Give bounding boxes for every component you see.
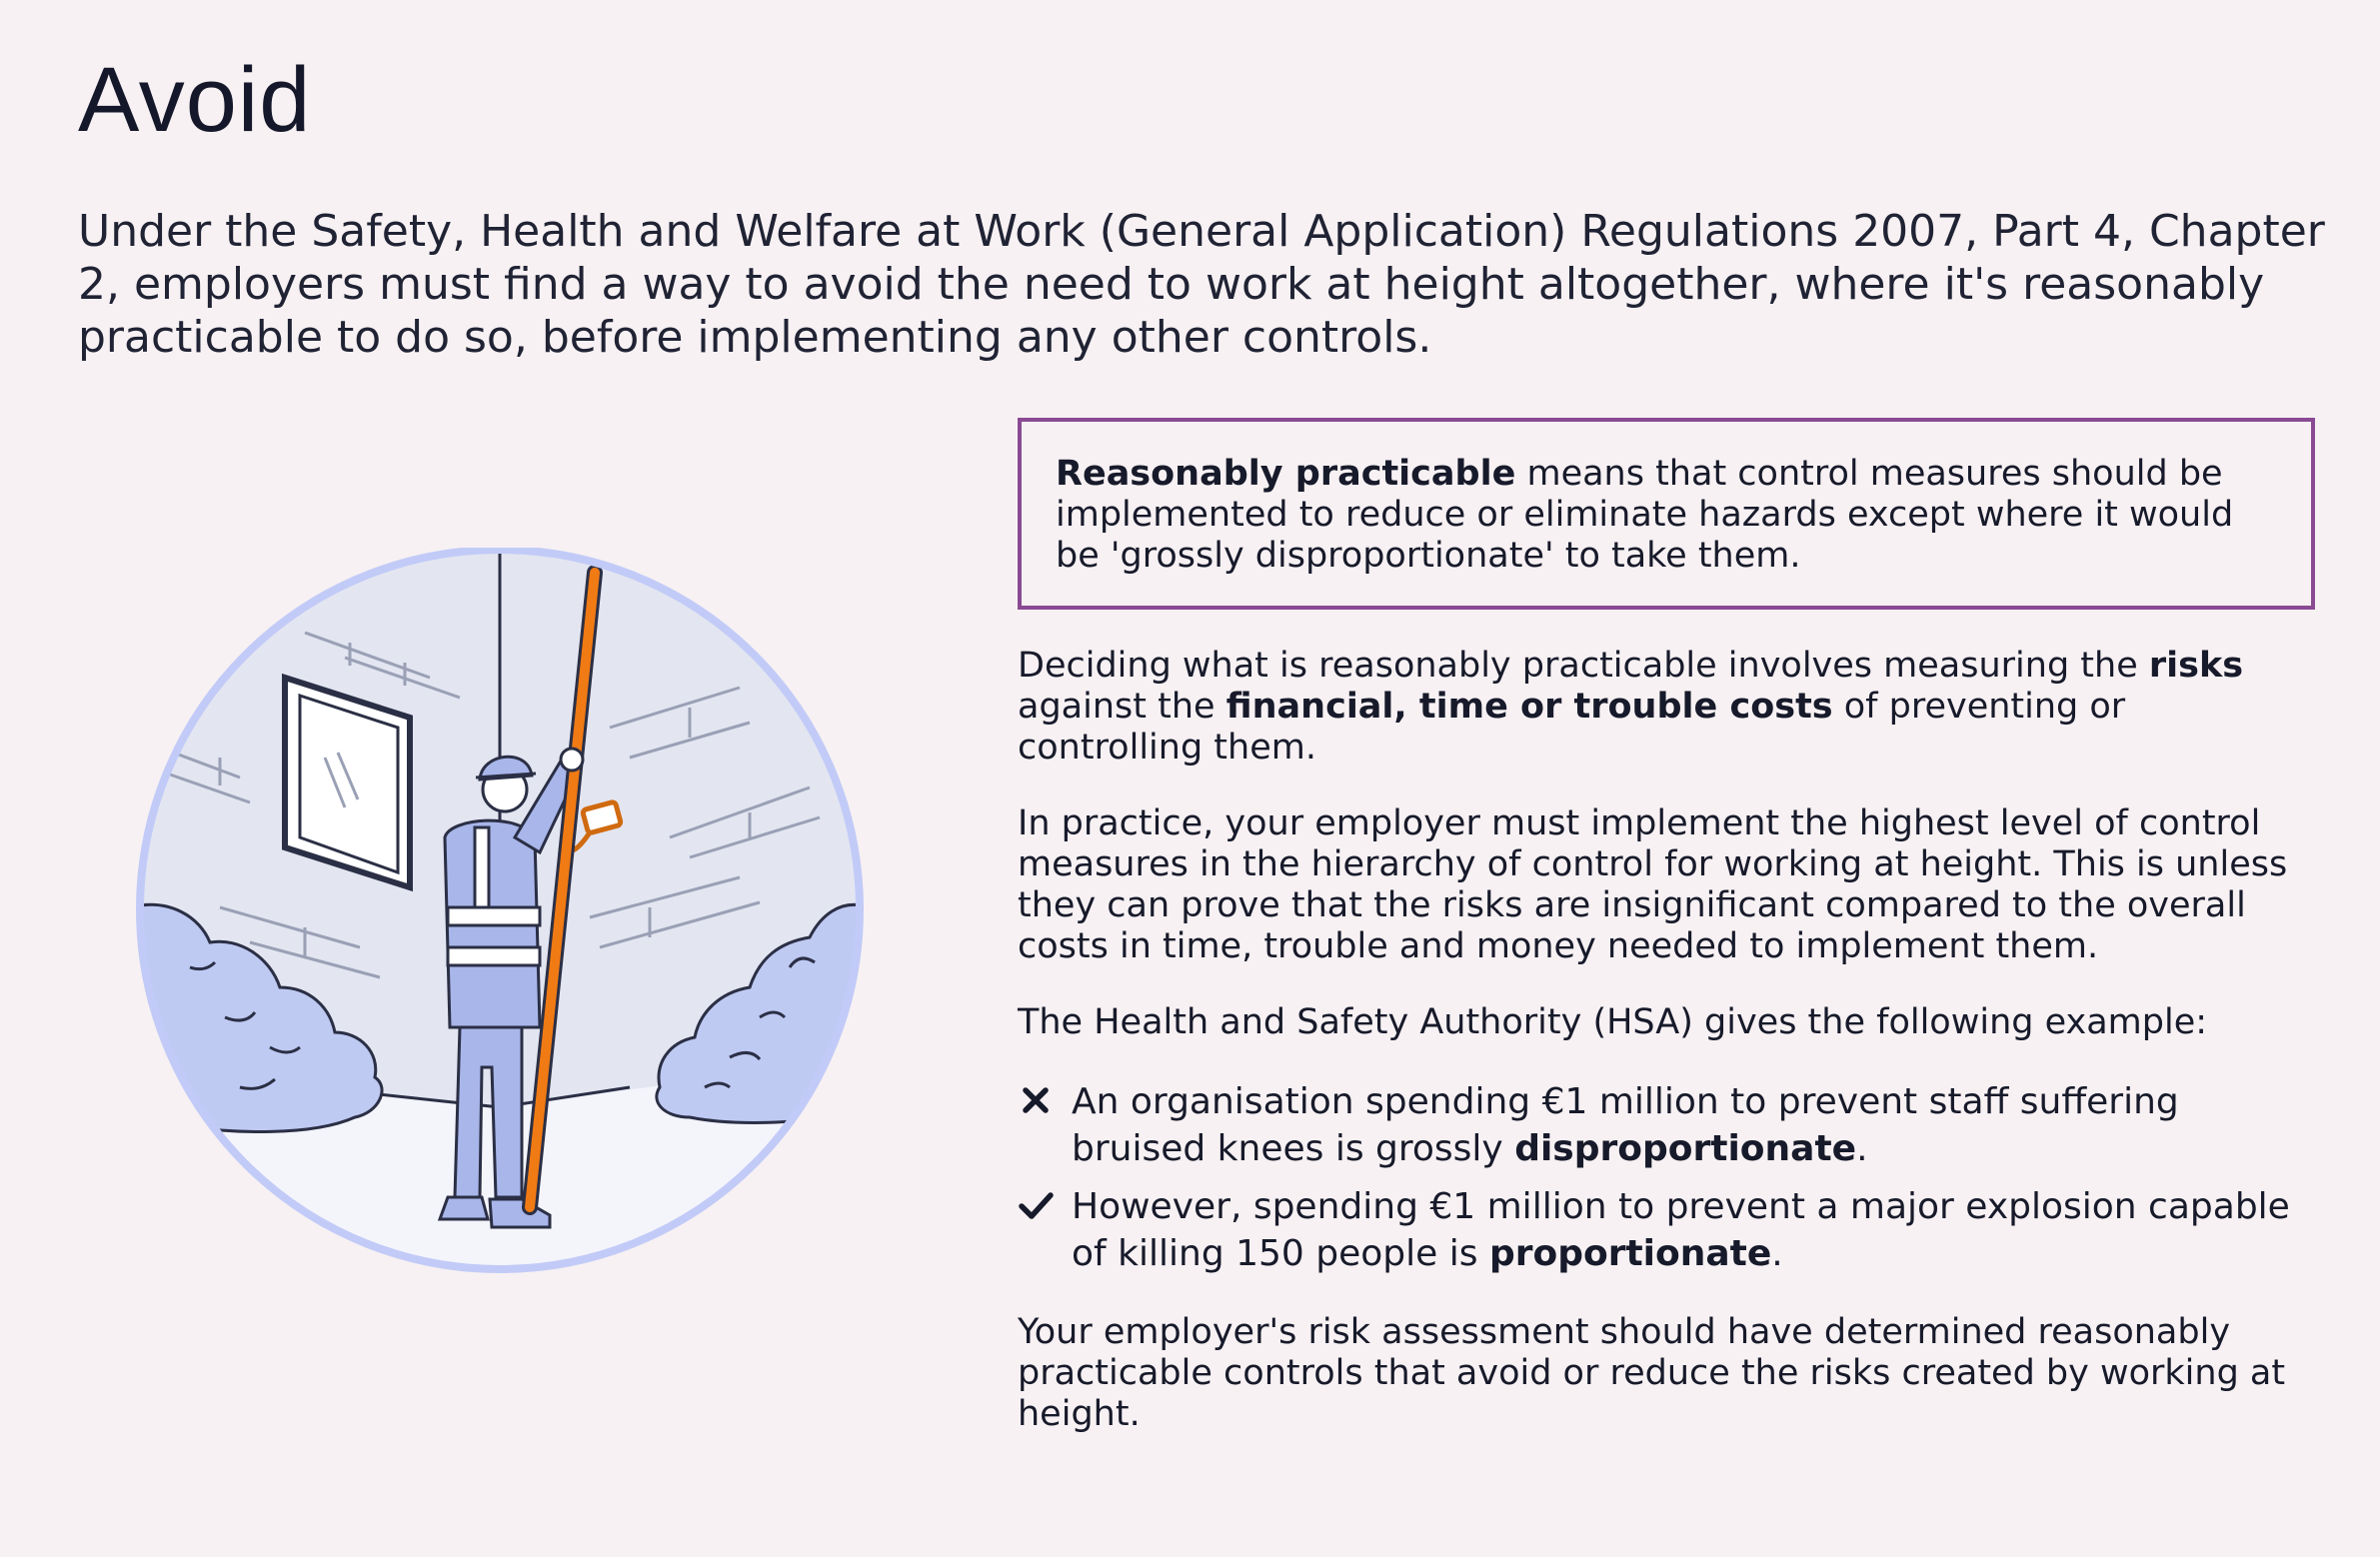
check-icon bbox=[1018, 1187, 1054, 1223]
intro-paragraph: Under the Safety, Health and Welfare at Work (General Application) Regulations 2007, Part 4, Chapter 2, employers must find a way to avoid the need to work at height altogether, where it's reasonably practicable to do so, before implementing any other controls. bbox=[78, 206, 2325, 363]
definition-callout bbox=[1018, 418, 2315, 610]
worker-illustration bbox=[130, 548, 870, 1277]
paragraph-risk-assessment: Your employer's risk assessment should have determined reasonably practicable controls that avoid or reduce the risks created by working at height. bbox=[1018, 1312, 2286, 1434]
list-item bbox=[1018, 1183, 2317, 1277]
paragraph-hsa: The Health and Safety Authority (HSA) gives the following example: bbox=[1018, 1002, 2208, 1042]
cross-icon bbox=[1018, 1082, 1054, 1118]
callout-definition: means that control measures should be implemented to reduce or eliminate hazards except where it would be 'grossly disproportionate' to take them. bbox=[1056, 454, 2234, 576]
example-end: . bbox=[1771, 1233, 1783, 1274]
bold-risks: risks bbox=[2148, 646, 2244, 686]
paragraph-risks bbox=[1018, 646, 2317, 769]
callout-term: Reasonably practicable bbox=[1056, 454, 1516, 494]
examples-list bbox=[1018, 1078, 2317, 1277]
example-bold: disproportionate bbox=[1514, 1128, 1857, 1169]
example-bold: proportionate bbox=[1488, 1233, 1772, 1274]
example-text: However, spending €1 million to prevent a major explosion capable of killing 150 people is bbox=[1072, 1186, 2290, 1274]
page-title: Avoid bbox=[78, 49, 312, 151]
example-end: . bbox=[1856, 1128, 1868, 1169]
window-icon bbox=[285, 678, 410, 887]
paragraph-text: against the bbox=[1018, 687, 1226, 727]
paragraph-text: Deciding what is reasonably practicable involves measuring the bbox=[1018, 646, 2149, 686]
paragraph-practice: In practice, your employer must implement the highest level of control measures in the hierarchy of control for working at height. This is unless they can prove that the risks are insignificant compared to the overall costs in time, trouble and money needed to implement them. bbox=[1018, 803, 2288, 966]
list-item bbox=[1018, 1078, 2317, 1172]
bold-costs: financial, time or trouble costs bbox=[1225, 687, 1833, 727]
example-text: An organisation spending €1 million to prevent staff suffering bruised knees is grossly bbox=[1072, 1081, 2179, 1169]
main-content bbox=[1018, 646, 2317, 1470]
paragraph-text: of preventing or controlling them. bbox=[1018, 687, 2126, 768]
